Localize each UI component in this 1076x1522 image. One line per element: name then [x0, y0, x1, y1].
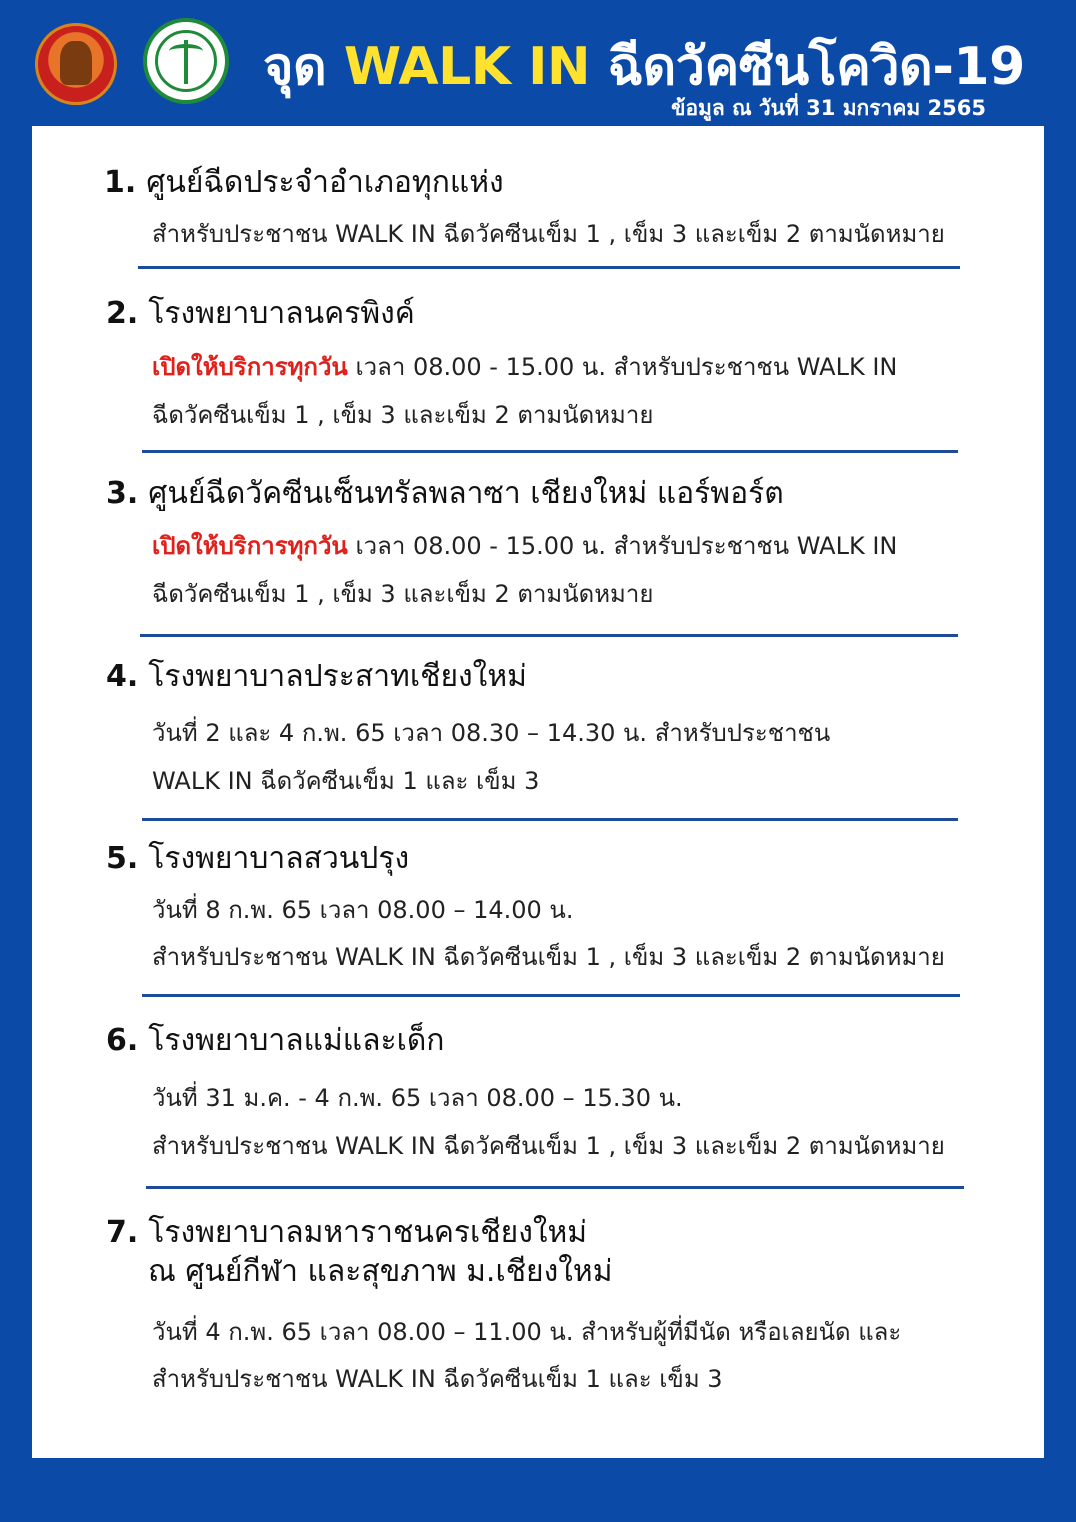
divider — [138, 266, 960, 269]
item-title: 4. โรงพยาบาลประสาทเชียงใหม่ — [106, 659, 527, 694]
item-line: วันที่ 2 และ 4 ก.พ. 65 เวลา 08.30 – 14.30 น. สำหรับประชาชน — [152, 719, 831, 747]
item-title: 6. โรงพยาบาลแม่และเด็ก — [106, 1023, 445, 1058]
item-line: สำหรับประชาชน WALK IN ฉีดวัคซีนเข็ม 1 , เข็ม 3 และเข็ม 2 ตามนัดหมาย — [152, 220, 945, 248]
item-line: ฉีดวัคซีนเข็ม 1 , เข็ม 3 และเข็ม 2 ตามนัดหมาย — [152, 580, 654, 608]
item-line: ฉีดวัคซีนเข็ม 1 , เข็ม 3 และเข็ม 2 ตามนัดหมาย — [152, 401, 654, 429]
item-line: สำหรับประชาชน WALK IN ฉีดวัคซีนเข็ม 1 , เข็ม 3 และเข็ม 2 ตามนัดหมาย — [152, 1132, 945, 1160]
royal-emblem-icon — [35, 23, 117, 105]
item-subtitle: ณ ศูนย์กีฬา และสุขภาพ ม.เชียงใหม่ — [148, 1254, 613, 1289]
title-prefix: จุด — [263, 37, 344, 97]
item-title: 2. โรงพยาบาลนครพิงค์ — [106, 296, 415, 331]
item-line: สำหรับประชาชน WALK IN ฉีดวัคซีนเข็ม 1 และ เข็ม 3 — [152, 1365, 723, 1393]
divider — [142, 994, 960, 997]
title-highlight: WALK IN — [343, 37, 591, 97]
item-line: วันที่ 8 ก.พ. 65 เวลา 08.00 – 14.00 น. — [152, 896, 574, 924]
item-title: 7. โรงพยาบาลมหาราชนครเชียงใหม่ — [106, 1215, 588, 1250]
item-title: 1. ศูนย์ฉีดประจำอำเภอทุกแห่ง — [104, 165, 504, 200]
divider — [142, 450, 958, 453]
item-line: WALK IN ฉีดวัคซีนเข็ม 1 และ เข็ม 3 — [152, 767, 540, 795]
title-suffix: ฉีดวัคซีนโควิด-19 — [590, 37, 1025, 97]
content-card — [32, 126, 1044, 1458]
item-line: เปิดให้บริการทุกวัน เวลา 08.00 - 15.00 น. สำหรับประชาชน WALK IN — [152, 353, 898, 381]
divider — [142, 818, 958, 821]
item-title: 5. โรงพยาบาลสวนปรุง — [106, 841, 410, 876]
item-line: สำหรับประชาชน WALK IN ฉีดวัคซีนเข็ม 1 , เข็ม 3 และเข็ม 2 ตามนัดหมาย — [152, 943, 945, 971]
item-title: 3. ศูนย์ฉีดวัคซีนเซ็นทรัลพลาซา เชียงใหม่ แอร์พอร์ต — [106, 476, 784, 511]
item-line: เปิดให้บริการทุกวัน เวลา 08.00 - 15.00 น. สำหรับประชาชน WALK IN — [152, 532, 898, 560]
date-note: ข้อมูล ณ วันที่ 31 มกราคม 2565 — [671, 96, 986, 120]
item-line: วันที่ 31 ม.ค. - 4 ก.พ. 65 เวลา 08.00 – 15.30 น. — [152, 1084, 683, 1112]
header — [0, 0, 1076, 126]
ministry-of-public-health-icon — [143, 18, 229, 104]
divider — [146, 1186, 964, 1189]
divider — [140, 634, 958, 637]
item-line: วันที่ 4 ก.พ. 65 เวลา 08.00 – 11.00 น. สำหรับผู้ที่มีนัด หรือเลยนัด และ — [152, 1318, 902, 1346]
